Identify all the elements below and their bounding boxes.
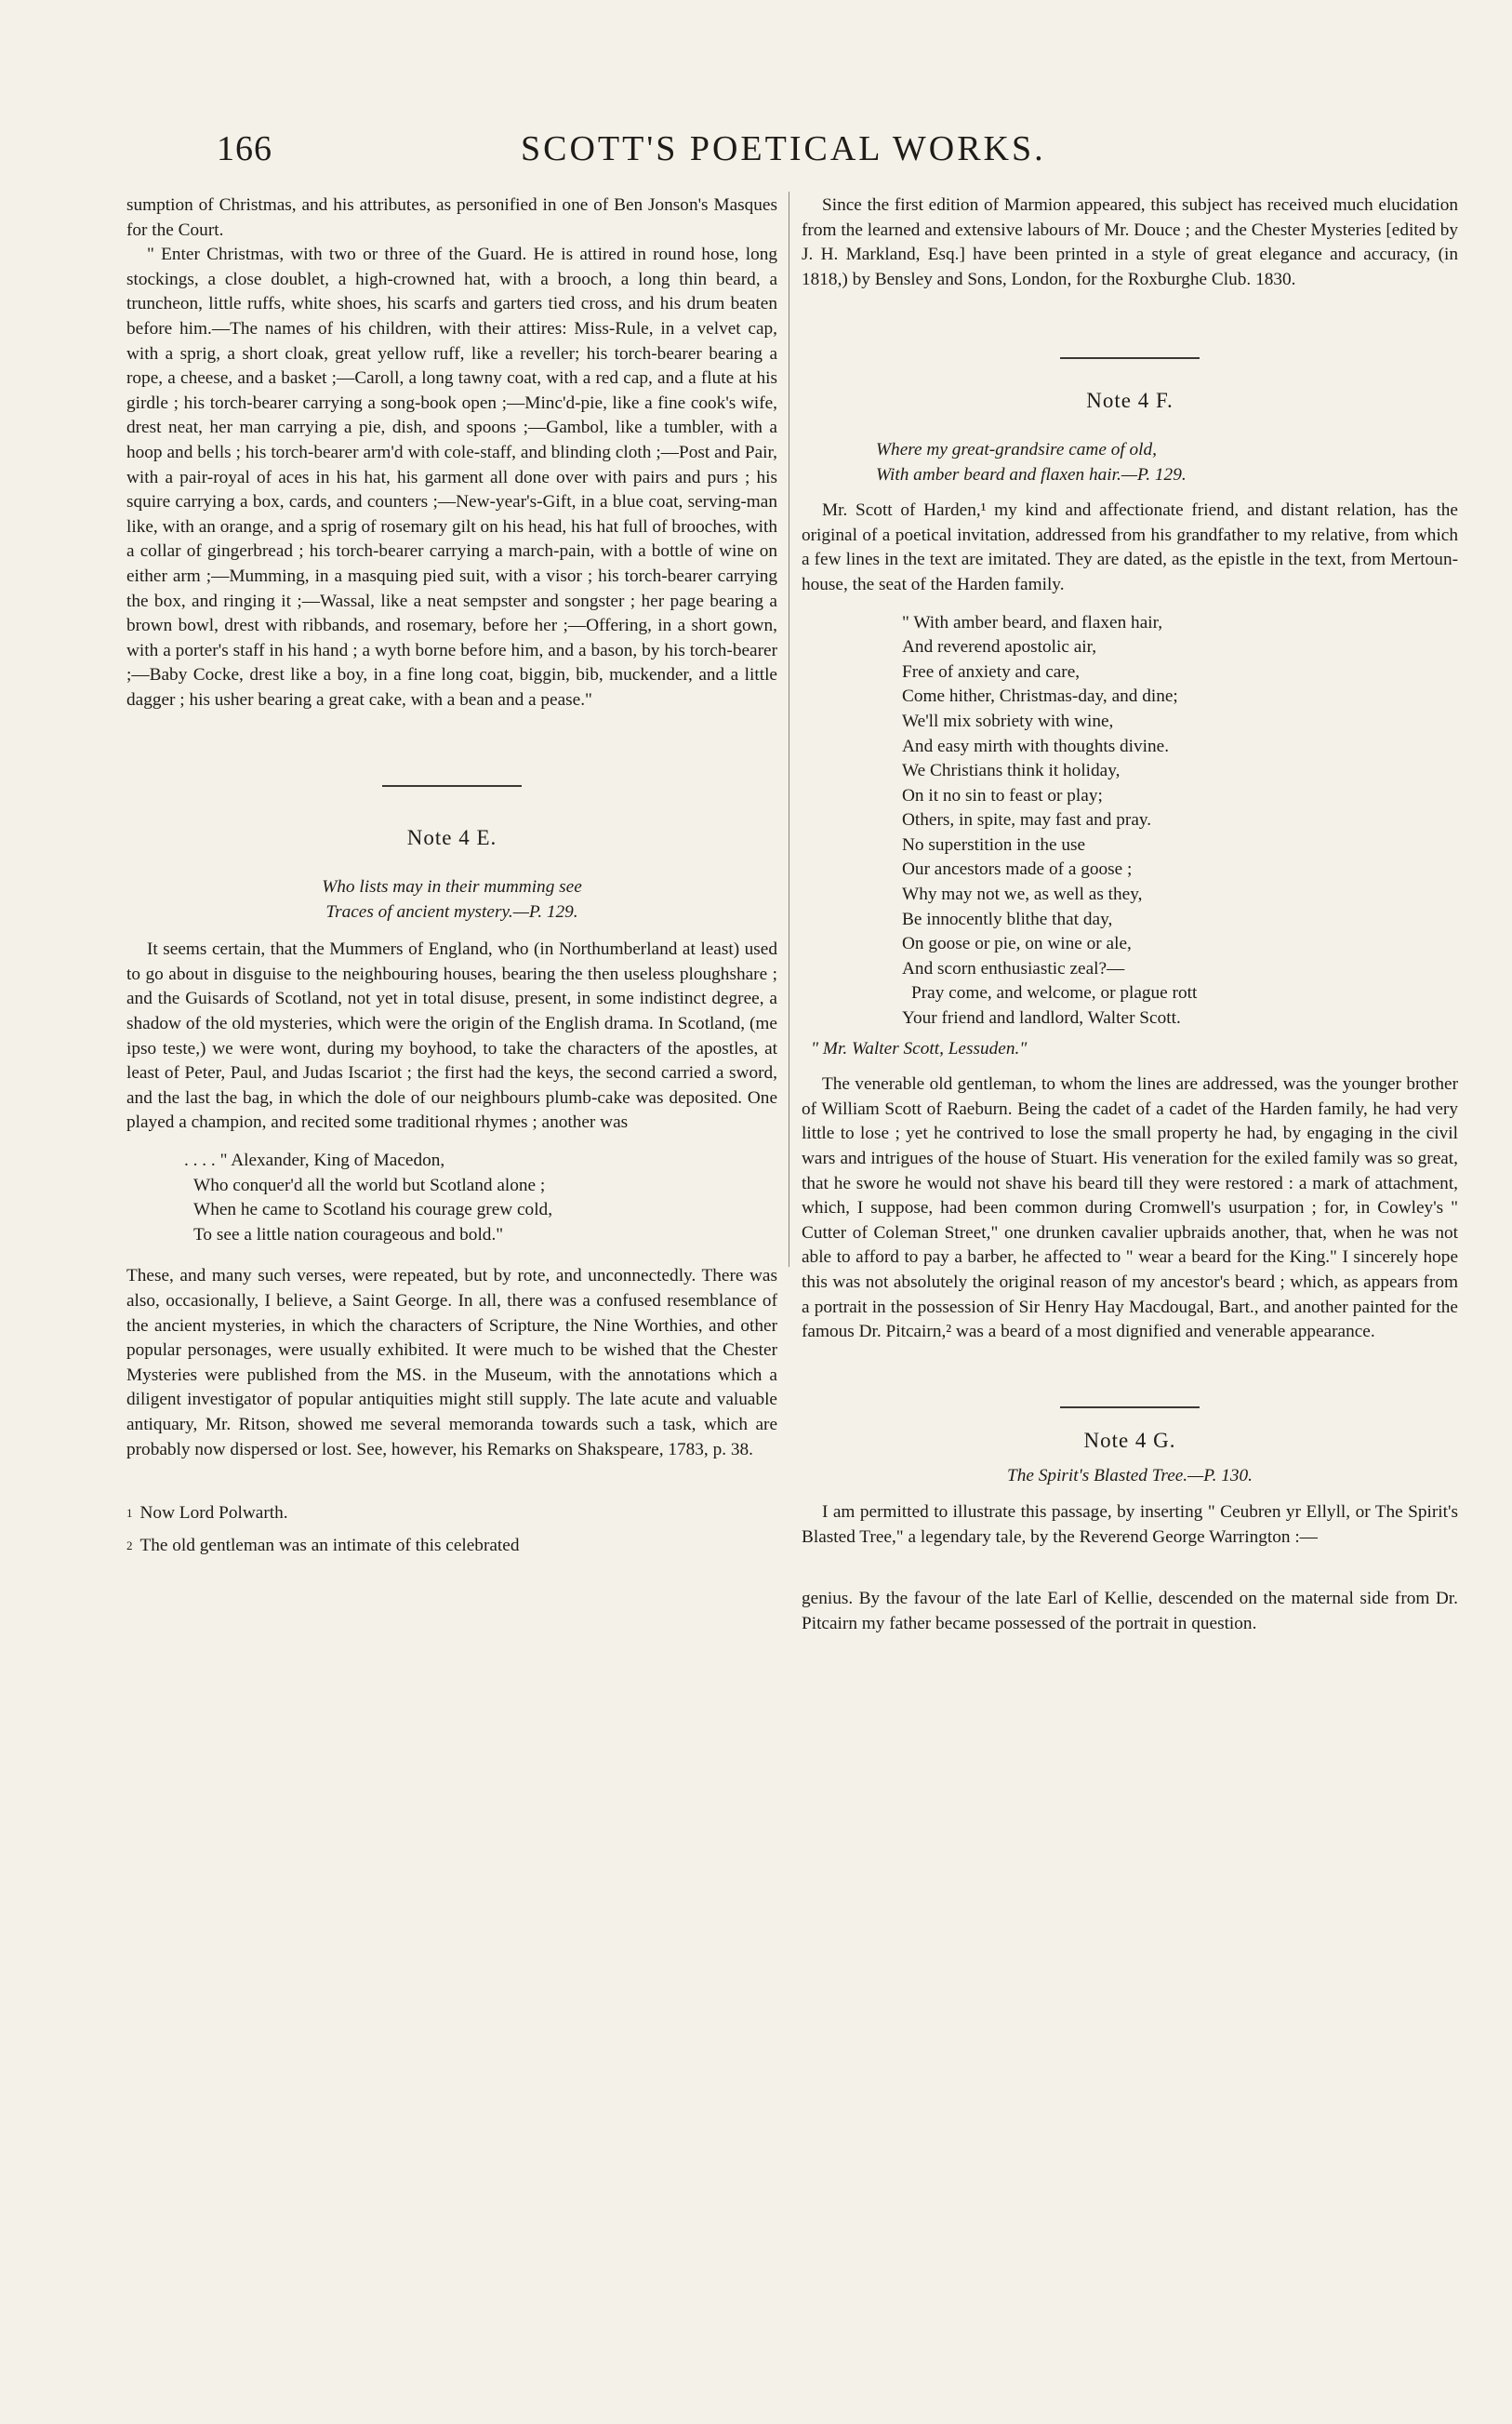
verse-line: Come hither, Christmas-day, and dine;: [902, 686, 1178, 707]
footnote-text: The old gentleman was an intimate of this celebrated: [139, 1535, 520, 1555]
verse-line: We Christians think it holiday,: [902, 761, 1121, 781]
paragraph: Mr. Scott of Harden,¹ my kind and affectionate friend, and distant relation, has the original of a poetical invitation, addressed from his grandfather to my relative, from which a few lines in the text are imitated. They are dated, as the epistle in the text, from Mertoun-house, the seat of the Harden family.: [802, 500, 1458, 594]
footnote-number: 1: [126, 1506, 133, 1521]
verse-line: Our ancestors made of a goose ;: [902, 859, 1133, 880]
verse-line: Who conquer'd all the world but Scotland alone ;: [193, 1175, 546, 1195]
verse-line: No superstition in the use: [902, 834, 1086, 855]
verse-line: On goose or pie, on wine or ale,: [902, 934, 1132, 954]
right-column: [802, 193, 1458, 1636]
paragraph: It seems certain, that the Mummers of England, who (in Northumberland at least) used to go about in disguise to the neighbouring houses, bearing the then useless ploughshare ; and the Guisards of Scotland, not yet in total disuse, present, in some indistinct degree, a shadow of the old mysteries, which were the origin of the English drama. In Scotland, (me ipso teste,) we were wont, during my boyhood, to take the characters of the apostles, at least of Peter, Paul, and Judas Iscariot ; the first had the keys, the second carried a sword, and the last the bag, in which the dole of our neighbours plumb-cake was deposited. One played a champion, and recited some traditional rhymes ; another was: [126, 939, 777, 1133]
verse-line: " With amber beard, and flaxen hair,: [902, 612, 1163, 633]
note-heading: Note 4 G.: [1083, 1428, 1176, 1452]
verse-line: And reverend apostolic air,: [902, 637, 1097, 658]
note-heading: Note 4 F.: [1086, 389, 1174, 413]
left-column: [126, 193, 777, 1558]
verse-line: Free of anxiety and care,: [902, 661, 1081, 682]
verse-line: On it no sin to feast or play;: [902, 785, 1103, 806]
footnote-continuation: genius. By the favour of the late Earl of Kellie, descended on the maternal side from Dr. Pitcairn my father became possessed of the portrait in question.: [802, 1589, 1458, 1633]
page-number: 166: [217, 129, 272, 168]
note-reference: Who lists may in their mumming see: [322, 877, 582, 898]
verse-block: [802, 611, 1458, 1032]
footnote-number: 2: [126, 1538, 133, 1552]
note-reference: With amber beard and flaxen hair.—P. 129.: [876, 464, 1187, 485]
note-reference: Where my great-grandsire came of old,: [876, 439, 1158, 459]
paragraph: The venerable old gentleman, to whom the lines are addressed, was the younger brother of William Scott of Raeburn. Being the cadet of a cadet of the Harden family, he had very little to lose ; yet he contrived to lose the small property he had, by engaging in the civil wars and intrigues of the house of Stuart. His veneration for the exiled family was so great, that he swore he would not shave his beard till they were restored : a mark of attachment, which, I suppose, had been common during Cromwell's usurpation ; for, in Cowley's " Cutter of Coleman Street," one drunken cavalier upbraids another, that, when he was not able to afford to pay a barber, he affected to " wear a beard for the King." I sincerely hope this was not absolutely the original reason of my ancestor's beard ; which, as appears from a portrait in the possession of Sir Henry Hay Macdougal, Bart., and another painted for the famous Dr. Pitcairn,² was a beard of a most dignified and venerable appearance.: [802, 1074, 1458, 1342]
verse-line: We'll mix sobriety with wine,: [902, 711, 1114, 731]
paragraph: sumption of Christmas, and his attributes, as personified in one of Ben Jonson's Masques for the Court.: [126, 195, 777, 240]
note-heading: Note 4 E.: [406, 826, 497, 850]
page-header: [0, 128, 1512, 175]
paragraph: These, and many such verses, were repeated, but by rote, and unconnectedly. There was also, occasionally, I believe, a Saint George. In all, there was a confused resemblance of the ancient mysteries, in which the characters of Scripture, the Nine Worthies, and other popular personages, were usually exhibited. It were much to be wished that the Chester Mysteries were published from the MS. in the Museum, with the annotations which a diligent investigator of popular antiquities might still supply. The late acute and valuable antiquary, Mr. Ritson, showed me several memoranda towards such a task, which are probably now dispersed or lost. See, however, his Remarks on Shakspeare, 1783, p. 38.: [126, 1266, 777, 1459]
verse-signature: " Mr. Walter Scott, Lessuden.": [811, 1038, 1028, 1059]
footnote-text: Now Lord Polwarth.: [139, 1503, 288, 1524]
note-reference: The Spirit's Blasted Tree.—P. 130.: [1007, 1466, 1253, 1486]
verse-line: Pray come, and welcome, or plague rott: [911, 983, 1198, 1004]
verse-line: Be innocently blithe that day,: [902, 909, 1113, 929]
verse-block: [126, 1149, 777, 1247]
paragraph: I am permitted to illustrate this passage, by inserting " Ceubren yr Ellyll, or The Spirit's Blasted Tree," a legendary tale, by the Reverend George Warrington :—: [802, 1501, 1458, 1547]
verse-line: And scorn enthusiastic zeal?—: [902, 958, 1125, 979]
verse-line: To see a little nation courageous and bold.": [193, 1224, 504, 1245]
verse-line: Why may not we, as well as they,: [902, 885, 1143, 905]
footnote: [126, 1501, 777, 1526]
verse-line: Others, in spite, may fast and pray.: [902, 810, 1152, 831]
note-reference: Traces of ancient mystery.—P. 129.: [325, 901, 578, 922]
verse-line: When he came to Scotland his courage grew cold,: [193, 1200, 553, 1220]
paragraph: " Enter Christmas, with two or three of the Guard. He is attired in round hose, long stockings, a close doublet, a high-crowned hat, with a brooch, a long thin beard, a truncheon, little ruffs, white shoes, his scarfs and garters tied cross, and his drum beaten before him.—The names of his children, with their attires: Miss-Rule, in a velvet cap, with a sprig, a short cloak, great yellow ruff, like a reveller; his torch-bearer bearing a rope, a cheese, and a basket ;—Caroll, a long tawny coat, with a red cap, and a flute at his girdle ; his torch-bearer carrying a song-book open ;—Minc'd-pie, like a fine cook's wife, drest neat, her man carrying a pie, dish, and spoons ;—Gambol, like a tumbler, with a hoop and bells ; his torch-bearer arm'd with cole-staff, and blinding cloth ;—Post and Pair, with a pair-royal of aces in his hat, his garment all done over with pairs and purs ; his squire carrying a box, cards, and counters ;—New-year's-Gift, in a blue coat, serving-man like, with an orange, and a sprig of rosemary gilt on his head, his hat full of brooches, with a collar of gingerbread ; his torch-bearer carrying a march-pain, with a bottle of wine on either arm ;—Mumming, in a masquing pied suit, with a visor ; his torch-bearer carrying the box, and ringing it ;—Wassal, like a neat sempster and songster ; her page bearing a brown bowl, drest with ribbands, and rosemary, before her ;—Offering, in a short gown, with a porter's staff in his hand ; a wyth borne before him, and a bason, by his torch-bearer ;—Baby Cocke, drest like a boy, in a fine long coat, biggin, bib, muckender, and a little dagger ; his usher bearing a great cake, with a bean and a pease.": [126, 245, 777, 710]
footnote: [126, 1534, 777, 1559]
verse-line: Your friend and landlord, Walter Scott.: [902, 1008, 1181, 1029]
verse-line: . . . . " Alexander, King of Macedon,: [184, 1151, 445, 1170]
verse-line: And easy mirth with thoughts divine.: [902, 736, 1170, 756]
running-head: SCOTT'S POETICAL WORKS.: [521, 129, 1046, 168]
paragraph: Since the first edition of Marmion appeared, this subject has received much elucidation from the learned and extensive labours of Mr. Douce ; and the Chester Mysteries [edited by J. H. Markland, Esq.] have been printed in a style of great elegance and accuracy, (in 1818,) by Bensley and Sons, London, for the Roxburghe Club. 1830.: [802, 195, 1458, 289]
